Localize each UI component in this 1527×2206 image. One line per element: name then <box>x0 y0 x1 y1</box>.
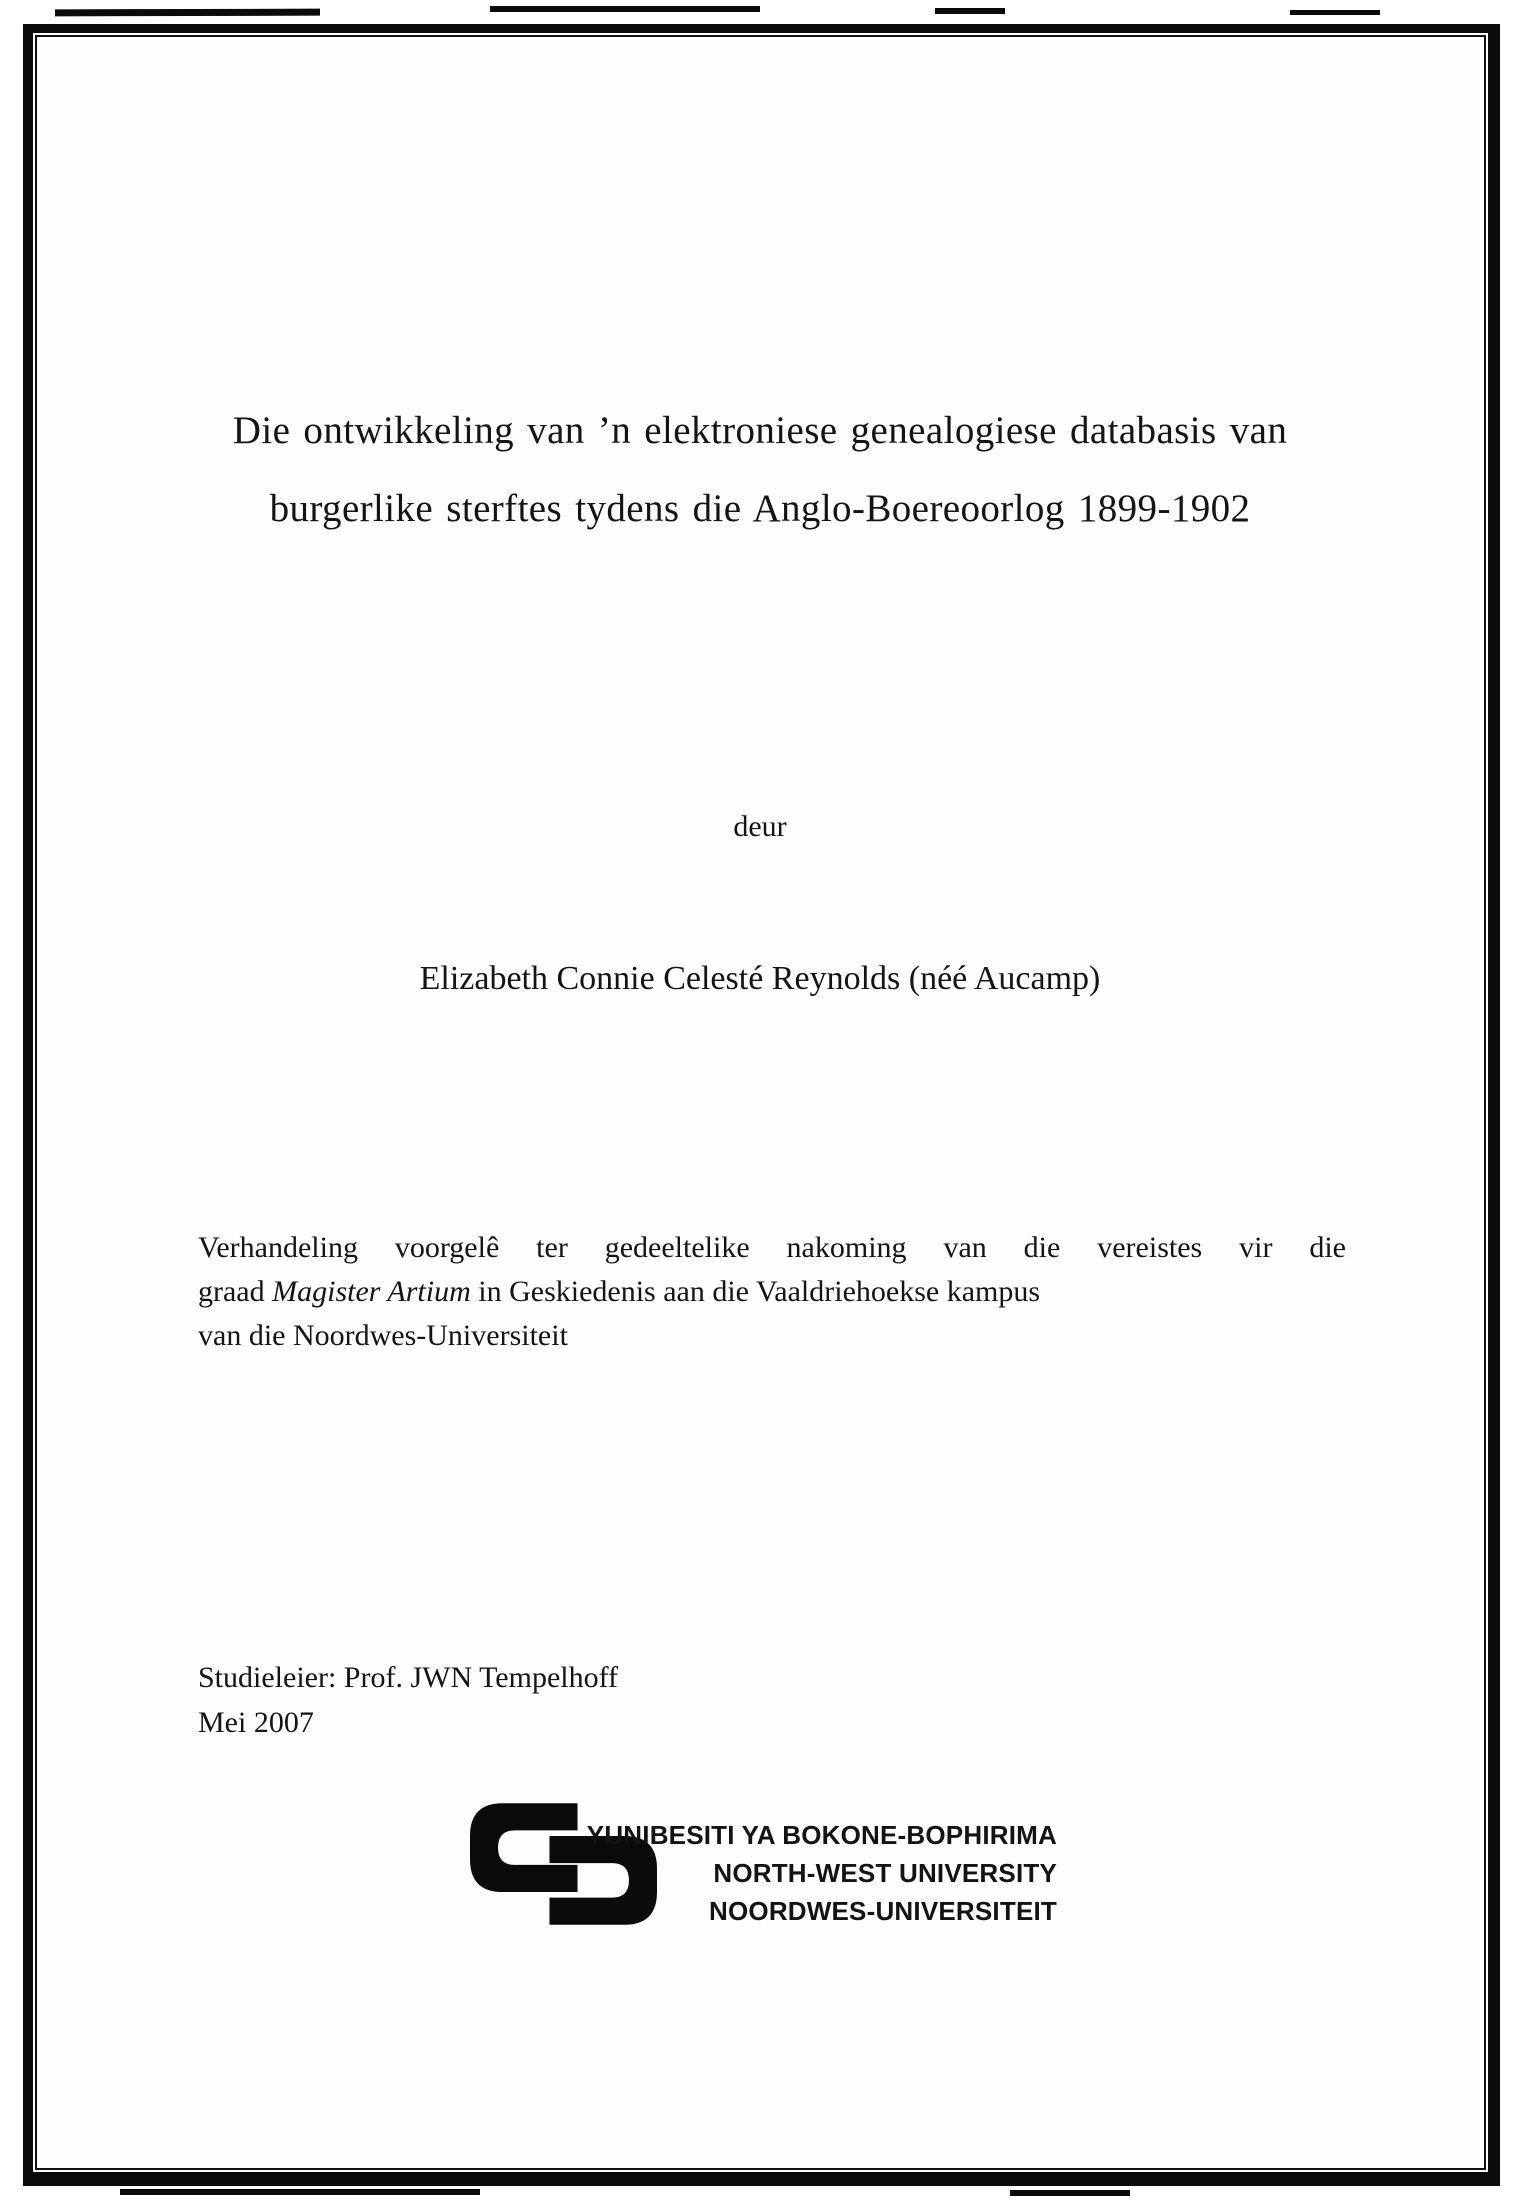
university-name-block <box>585 1816 1057 1930</box>
date-line: Mei 2007 <box>198 1706 314 1739</box>
thesis-statement-line-2-pre: graad <box>198 1275 273 1308</box>
thesis-title-line-1: Die ontwikkeling van ’n elektroniese genealogiese databasis van <box>232 409 1288 452</box>
byline-label: deur <box>733 810 787 843</box>
scan-artifact <box>1010 2190 1130 2196</box>
thesis-title-line-2: burgerlike sterftes tydens die Anglo-Boereoorlog 1899-1902 <box>269 487 1251 530</box>
thesis-statement-line-2-post: in Geskiedenis aan die Vaaldriehoekse kampus <box>470 1275 1041 1308</box>
thesis-statement <box>198 1226 1346 1358</box>
thesis-statement-line-1: Verhandeling voorgelê ter gedeeltelike nakoming van die vereistes vir die <box>198 1231 1346 1264</box>
thesis-statement-line-3: van die Noordwes-Universiteit <box>198 1319 568 1352</box>
university-name-setswana: YUNIBESITI YA BOKONE-BOPHIRIMA <box>586 1820 1057 1850</box>
scan-artifact <box>490 6 760 12</box>
scan-artifact <box>120 2189 480 2195</box>
author-name: Elizabeth Connie Celesté Reynolds (néé Aucamp) <box>419 960 1101 997</box>
supervisor-line: Studieleier: Prof. JWN Tempelhoff <box>198 1661 619 1694</box>
degree-name-italic: Magister Artium <box>272 1275 471 1308</box>
scan-artifact <box>1290 10 1380 15</box>
thesis-statement-line-2 <box>198 1270 1346 1314</box>
scan-artifact <box>935 8 1005 14</box>
university-name-afrikaans: NOORDWES-UNIVERSITEIT <box>709 1896 1057 1926</box>
university-name-english: NORTH-WEST UNIVERSITY <box>713 1858 1057 1888</box>
scan-artifact <box>55 9 320 17</box>
